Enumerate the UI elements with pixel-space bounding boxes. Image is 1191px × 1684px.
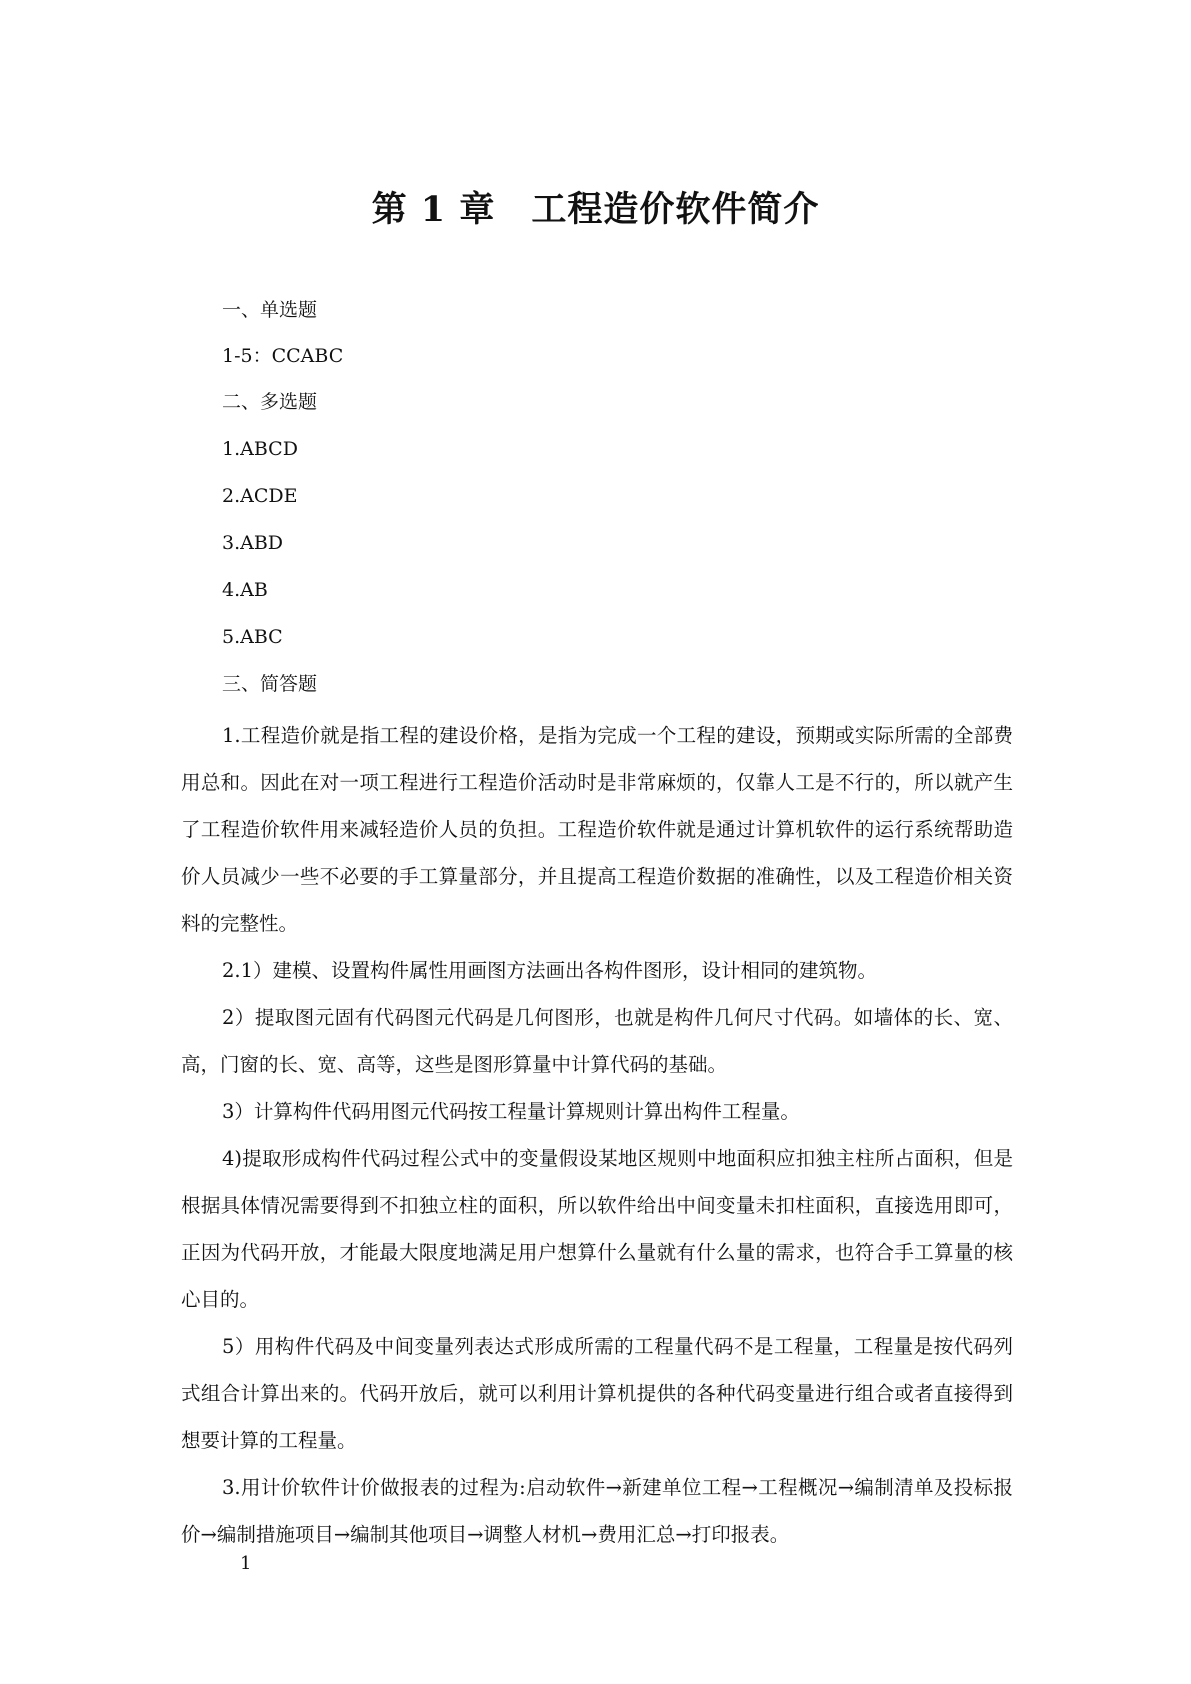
multiple-choice-answer: 4.AB [222,579,268,601]
multiple-choice-answer: 1.ABCD [222,438,298,460]
short-answer-paragraph: 5）用构件代码及中间变量列表达式形成所需的工程量代码不是工程量，工程量是按代码列式组合计算出来的。代码开放后，就可以利用计算机提供的各种代码变量进行组合或者直接得到想要计算的工程量。 [181,1335,1013,1452]
section-heading-short-answer: 三、简答题 [222,673,318,695]
short-answer-paragraph: 3）计算构件代码用图元代码按工程量计算规则计算出构件工程量。 [222,1100,800,1123]
short-answer-paragraph: 3.用计价软件计价做报表的过程为:启动软件→新建单位工程→工程概况→编制清单及投标报价→编制措施项目→编制其他项目→调整人材机→费用汇总→打印报表。 [181,1476,1013,1546]
multiple-choice-answer: 5.ABC [222,626,283,648]
short-answer-paragraph: 2.1）建模、设置构件属性用画图方法画出各构件图形，设计相同的建筑物。 [222,959,878,982]
chapter-title: 第 1 章 工程造价软件简介 [371,189,820,230]
multiple-choice-answer: 3.ABD [222,532,284,554]
short-answer-paragraph: 4)提取形成构件代码过程公式中的变量假设某地区规则中地面积应扣独主柱所占面积，但是根据具体情况需要得到不扣独立柱的面积，所以软件给出中间变量未扣柱面积，直接选用即可，正因为代码开放，才能最大限度地满足用户想算什么量就有什么量的需求，也符合手工算量的核心目的。 [181,1147,1013,1311]
short-answer-paragraph: 2）提取图元固有代码图元代码是几何图形，也就是构件几何尺寸代码。如墙体的长、宽、高，门窗的长、宽、高等，这些是图形算量中计算代码的基础。 [181,1006,1013,1076]
section-heading-single-choice: 一、单选题 [222,299,318,321]
single-choice-answer: 1-5：CCABC [222,345,344,367]
short-answer-paragraph: 1.工程造价就是指工程的建设价格，是指为完成一个工程的建设，预期或实际所需的全部费用总和。因此在对一项工程进行工程造价活动时是非常麻烦的，仅靠人工是不行的，所以就产生了工程造价软件用来减轻造价人员的负担。工程造价软件就是通过计算机软件的运行系统帮助造价人员减少一些不必要的手工算量部分，并且提高工程造价数据的准确性，以及工程造价相关资料的完整性。 [181,724,1013,935]
multiple-choice-answer: 2.ACDE [222,485,298,507]
page-number: 1 [240,1553,252,1574]
section-heading-multiple-choice: 二、多选题 [222,391,318,413]
